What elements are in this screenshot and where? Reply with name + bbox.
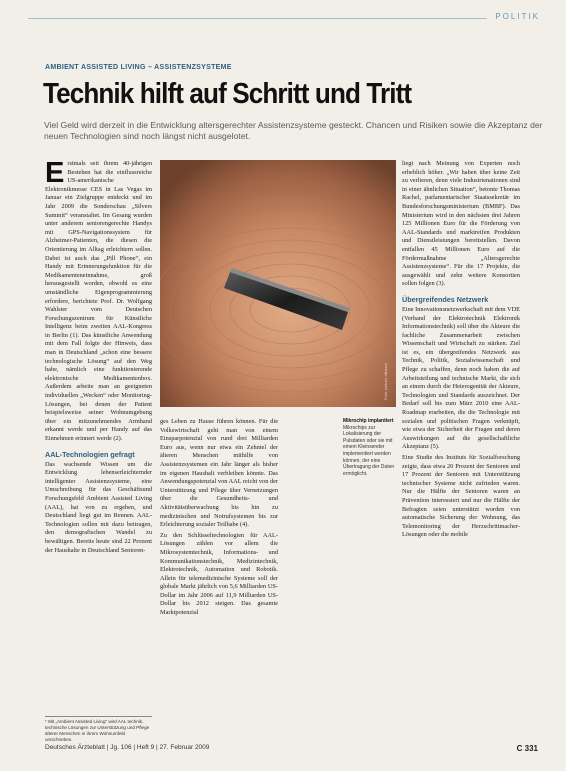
paragraph: Das wachsende Wissen um die Entwicklung lebenserleichternder intelligenter Assistenzsysteme, eine Umschreibung für das Geschäftsund Forschungsfeld Ambient Assisted Living (AAL), hat von zu ergeben, und Deutschland liegt gut im Rennen. AAL-Technologien sollen mit dazu beitragen, den demografischen Wandel zu bewältigen. Bereits heute sind 22 Prozent der Haushalte in Deutschland Senioren- xyxy=(45,460,152,554)
article-intro: Viel Geld wird derzeit in die Entwicklung altersgerechter Assistenzsysteme gesteckt. Chancen und Risiken sowie die Akzeptanz der neuen Technologien sind noch längst nicht ausgelotet. xyxy=(44,120,543,141)
article-kicker: AMBIENT ASSISTED LIVING – ASSISTENZSYSTEME xyxy=(45,64,232,71)
footer-citation: Deutsches Ärzteblatt | Jg. 106 | Heft 9 | 27. Februar 2009 xyxy=(45,744,210,751)
article-photo xyxy=(160,160,396,407)
photo-credit xyxy=(383,270,393,400)
header-rule xyxy=(28,18,540,19)
paragraph: Zu den Schlüsseltechnologien für AAL-Lösungen zählen vor allem die Mikrosystemtechnik, Informations- und Kommunikationstechnik, Medizintechnik, Elektrotechnik, Automation und Robotik. Allein für telemedizinische Systeme soll der globale Markt jährlich von 5,6 Milliarden US-Dollar im Jahr 2006 auf 11,9 Milliarden US-Dollar bis 2012 steigen. Das gesamte Marktpotenzial xyxy=(160,531,278,617)
footnote: * Mit „Ambient Assisted Living“ wird AAL technik, technische Lösungen zur Unterstützung und Pflege älterer Menschen in ihrem Wohnumfeld umschrieben. xyxy=(45,716,152,743)
body-column-3 xyxy=(402,160,520,718)
caption-title: Mikrochip implantiert xyxy=(343,418,394,424)
photo-caption xyxy=(343,418,395,477)
body-column-1 xyxy=(45,160,152,716)
caption-text: Mikrochips zur Lokalisierung der Pulsdaten oder sie mit einem Kleinsender implementiert werden können, der eine Übertragung der Daten ermöglicht. xyxy=(343,424,395,477)
article-headline: Technik hilft auf Schritt und Tritt xyxy=(43,78,412,110)
subheading: AAL-Technologien gefragt xyxy=(45,449,135,459)
paragraph: ges Leben zu Hause führen können. Für die Volkswirtschaft geht man von einem Einsparpotenzial von rund drei Milliarden Euro aus, wenn nur etwa ein Zehntel der älteren Menschen mithilfe von Assistenzsystemen ein Jahr länger als bisher im eigenen Haushalt verbleiben könnte. Das Anwendungspotenzial von AAL reicht von der Unterstützung und Pflege über Vernetzungen über die Gesundheits- und Aktivitätsüberwachung bis hin zu medizinischen und Notrufsystemen bis zur Erleichterung sozialer Teilhabe (4). xyxy=(160,418,278,529)
microchip-on-fingertip-image xyxy=(160,160,396,407)
drop-cap: E xyxy=(45,160,65,189)
body-column-2 xyxy=(160,418,278,718)
subheading: Übergreifendes Netzwerk xyxy=(402,294,489,304)
section-label: POLITIK xyxy=(487,12,540,21)
paragraph: Eine Innovationsnetzwerkschaft mit dem VDE (Verband der Elektrotechnik Elektronik Informationstechnik) soll über die Akteure die fachliche Zusammenarbeit zwischen Wissenschaft und Wirtschaft zu stärken. Ziel ist es, ein übergreifendes Netzwerk aus Technik, Politik, Sozialwissenschaft und Pflege zu schaffen, denn noch haben die auf Arbeitsteilung und technische Markt, die sich an einem durch die Heterogenität der Akteure, Technologien und Standards auszeichnet. Der Bedarf soll bis zum März 2010 eine AAL-Roadmap erarbeiten, die die Technologie mit sozialen und politischen Fragen verknüpft, wie etwa der Sicherheit der Fragen und deren Auswirkungen auf die gesellschaftliche Akzeptanz (5). xyxy=(402,305,520,451)
page-number: C 331 xyxy=(516,744,538,753)
paragraph: Eine Studie des Instituts für Sozialforschung zeigte, dass etwa 20 Prozent der Senioren und 17 Prozent der Senioren mit Unterstützung technischer Systeme nicht zufrieden waren. Nur die Hälfte der Senioren waren an Prävention interessiert und nur die Hälfte der Befragten seien unterstützt worden von automatische Sicherung der Wohnung, das Telemonitoring der Herzschrittmacher-Lösungen oder die mobile xyxy=(402,454,520,539)
photo-credit-text: Foto: picture alliance xyxy=(383,363,388,400)
paragraph: liegt nach Meinung von Experten noch erheblich höher. „Wir haben über keine Zeit zu verlieren, denn viele Industrienationen sind in einer ähnlichen Situation“, betonte Thomas Rachel, parlamentarischer Staatssekretär im Bundesforschungsministerium (BMBF). Das Ministerium wird in den nächsten drei Jahren 125 Millionen Euro für die Förderung von AAL-Standards und marktreifen Produkten und Dienstleistungen bereitstellen. Davon entfallen 45 Millionen Euro auf die Fördermaßnahme „Altersgerechte Assistenzsysteme“. Für die 17 Projekte, die ausgewählt und zehn weitere Konsortien sollen folgen (3). xyxy=(402,160,520,288)
paragraph: rstmals seit ihrem 40-jährigen Bestehen hat die einflussreiche US-amerikanische Elektronikmesse CES in Las Vegas im Januar ein Zielgruppe entdeckt und im Jahr 2009 die Sonderschau „Silvers Summit“ veranstaltet. Im Gesang wurden unter anderem seniorengerechte Handys mit GPS-Navigationssystem für Alzheimer-Patienten, die diesen die Orientierung im Alltag erleichtern sollen. Dabei ist auch das „Pill Phone“, ein Handy mit Erinnerungsfunktion für die Medikamenteneinnahme, groß herausgestellt worden, obwohl es eine umständliche Eigenprogrammierung erfordere, berichtete Prof. Dr. Wolfgang Wahlster vom Deutschen Forschungszentrum für Künstliche Intelligenz beim zweiten AAL-Kongress in Berlin (1). Das künstliche Anwendung mit dem Fall folgte der Hinweis, dass man in Deutschland „schon eine bessere technologische Lösung“ auf den Weg habe, nämlich eine funktionierende elektronische Medikamentenbox. Außerdem arbeite man an geeigneten individuellen „Wecken“ oder Monitoring-Lösungen, bei denen der Patient beispielsweise seiner Wohnumgebung über ein mitzunehmendes Armband erkannt werde und per Handy auf das Einnehmen erinnert werde (2). xyxy=(45,160,152,442)
